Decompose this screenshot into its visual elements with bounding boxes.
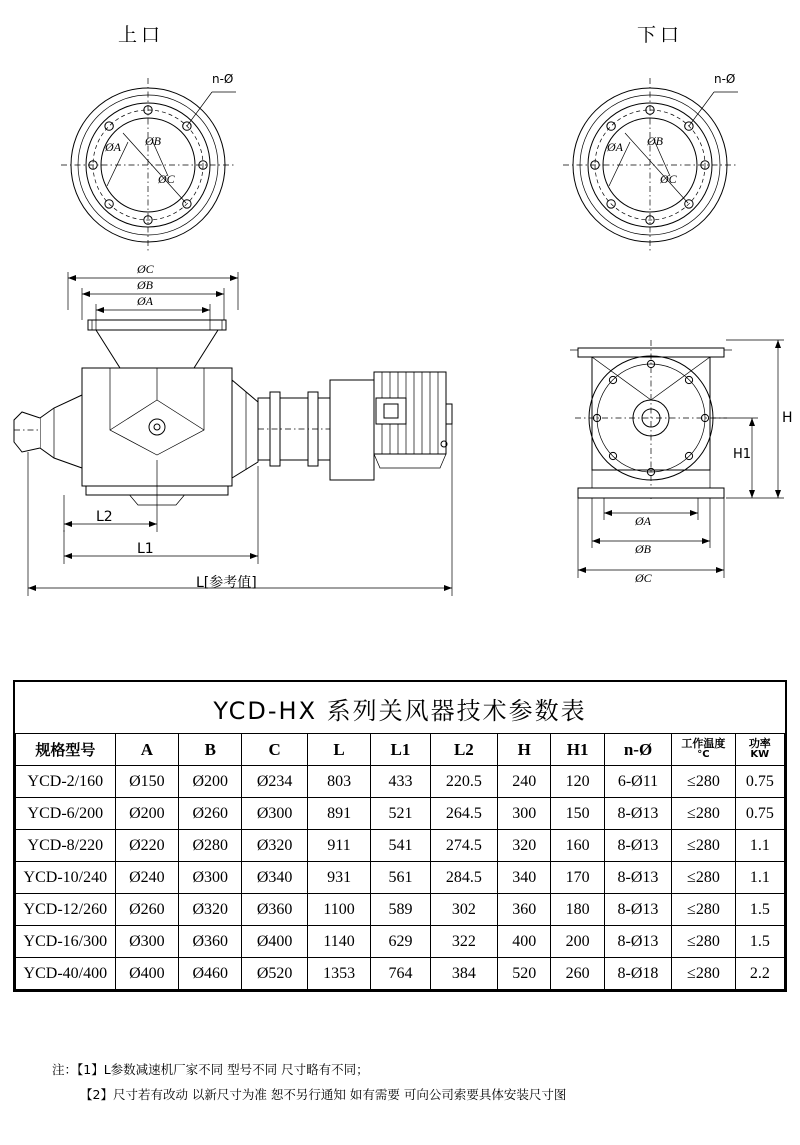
cell-h: 360 [498, 894, 551, 926]
side-dia-c-label: ØC [635, 571, 652, 585]
cell-h: 340 [498, 862, 551, 894]
lower-dia-c-label: ØC [660, 172, 677, 186]
cell-kw: 1.5 [735, 926, 784, 958]
table-row [16, 958, 785, 990]
table-header-row [16, 734, 785, 766]
header-temperature-text: 工作温度 [681, 737, 726, 751]
cell-l2: 220.5 [430, 766, 497, 798]
cell-b: Ø300 [179, 862, 242, 894]
cell-h1: 180 [551, 894, 604, 926]
cell-l: 891 [307, 798, 370, 830]
cell-b: Ø320 [179, 894, 242, 926]
front-dia-a-label: ØA [137, 294, 153, 308]
side-dim-h-label: H [782, 410, 793, 426]
lower-hole-label: n-Ø [714, 72, 736, 86]
cell-l2: 384 [430, 958, 497, 990]
parameter-table-box [13, 680, 787, 992]
header-nd: n-Ø [604, 734, 671, 766]
cell-nd: 8-Ø13 [604, 894, 671, 926]
front-dim-l1-label: L1 [137, 541, 154, 557]
header-h: H [498, 734, 551, 766]
header-l1: L1 [371, 734, 430, 766]
cell-c: Ø234 [242, 766, 307, 798]
table-row [16, 766, 785, 798]
cell-kw: 1.1 [735, 830, 784, 862]
cell-temp: ≤280 [672, 798, 735, 830]
cell-l1: 589 [371, 894, 430, 926]
upper-dia-a-label: ØA [105, 140, 121, 154]
cell-temp: ≤280 [672, 862, 735, 894]
cell-l: 803 [307, 766, 370, 798]
cell-model: YCD-10/240 [16, 862, 116, 894]
header-temperature [672, 734, 735, 766]
table-row [16, 894, 785, 926]
cell-kw: 1.1 [735, 862, 784, 894]
cell-l: 931 [307, 862, 370, 894]
cell-kw: 2.2 [735, 958, 784, 990]
cell-l2: 302 [430, 894, 497, 926]
cell-h1: 150 [551, 798, 604, 830]
upper-view-title: 上口 [118, 24, 165, 46]
table-row [16, 830, 785, 862]
front-dim-l-label: L[参考值] [196, 575, 257, 591]
cell-h: 320 [498, 830, 551, 862]
cell-h1: 200 [551, 926, 604, 958]
header-b: B [179, 734, 242, 766]
cell-h: 300 [498, 798, 551, 830]
header-power-unit: KW [750, 749, 770, 761]
cell-l: 1100 [307, 894, 370, 926]
cell-l1: 561 [371, 862, 430, 894]
cell-h: 400 [498, 926, 551, 958]
cell-nd: 8-Ø18 [604, 958, 671, 990]
cell-kw: 1.5 [735, 894, 784, 926]
cell-nd: 6-Ø11 [604, 766, 671, 798]
cell-a: Ø150 [115, 766, 178, 798]
lower-view-title: 下口 [637, 24, 684, 46]
lower-flange-view [563, 78, 738, 252]
cell-c: Ø320 [242, 830, 307, 862]
header-a: A [115, 734, 178, 766]
cell-b: Ø360 [179, 926, 242, 958]
note-line-2: 【2】尺寸若有改动 以新尺寸为准 恕不另行通知 如有需要 可向公司索要具体安装尺寸图 [80, 1087, 567, 1102]
table-row [16, 798, 785, 830]
parameter-table [15, 733, 785, 990]
header-c: C [242, 734, 307, 766]
table-row [16, 862, 785, 894]
header-power-text: 功率 [748, 737, 771, 751]
cell-nd: 8-Ø13 [604, 798, 671, 830]
cell-model: YCD-12/260 [16, 894, 116, 926]
cell-h1: 120 [551, 766, 604, 798]
cell-h: 520 [498, 958, 551, 990]
cell-h1: 160 [551, 830, 604, 862]
cell-nd: 8-Ø13 [604, 862, 671, 894]
cell-h1: 170 [551, 862, 604, 894]
cell-a: Ø300 [115, 926, 178, 958]
cell-temp: ≤280 [672, 830, 735, 862]
table-row [16, 926, 785, 958]
cell-a: Ø400 [115, 958, 178, 990]
cell-temp: ≤280 [672, 894, 735, 926]
cell-l2: 322 [430, 926, 497, 958]
cell-a: Ø200 [115, 798, 178, 830]
upper-hole-label: n-Ø [212, 72, 234, 86]
cell-model: YCD-16/300 [16, 926, 116, 958]
cell-model: YCD-8/220 [16, 830, 116, 862]
cell-a: Ø260 [115, 894, 178, 926]
upper-dia-b-label: ØB [145, 134, 161, 148]
side-dia-b-label: ØB [635, 542, 651, 556]
table-title: YCD-HX 系列关风器技术参数表 [213, 697, 587, 725]
lower-dia-a-label: ØA [607, 140, 623, 154]
header-model: 规格型号 [16, 734, 116, 766]
cell-l1: 629 [371, 926, 430, 958]
cell-nd: 8-Ø13 [604, 926, 671, 958]
cell-c: Ø400 [242, 926, 307, 958]
cell-temp: ≤280 [672, 766, 735, 798]
header-h1: H1 [551, 734, 604, 766]
cell-nd: 8-Ø13 [604, 830, 671, 862]
side-dia-a-label: ØA [635, 514, 651, 528]
note-line-1: 注：【1】L参数减速机厂家不同 型号不同 尺寸略有不同； [52, 1062, 369, 1077]
front-elevation-view [14, 272, 452, 596]
header-l: L [307, 734, 370, 766]
cell-b: Ø280 [179, 830, 242, 862]
cell-l2: 284.5 [430, 862, 497, 894]
side-elevation-view [570, 340, 784, 578]
cell-temp: ≤280 [672, 926, 735, 958]
front-dim-l2-label: L2 [96, 509, 113, 525]
cell-l: 911 [307, 830, 370, 862]
upper-dia-c-label: ØC [158, 172, 175, 186]
cell-h: 240 [498, 766, 551, 798]
cell-l: 1353 [307, 958, 370, 990]
cell-temp: ≤280 [672, 958, 735, 990]
front-dia-c-label: ØC [137, 262, 154, 276]
side-dim-h1-label: H1 [733, 447, 752, 462]
header-l2: L2 [430, 734, 497, 766]
header-power [735, 734, 784, 766]
cell-l1: 521 [371, 798, 430, 830]
cell-b: Ø200 [179, 766, 242, 798]
cell-h1: 260 [551, 958, 604, 990]
cell-b: Ø460 [179, 958, 242, 990]
cell-a: Ø220 [115, 830, 178, 862]
cell-l: 1140 [307, 926, 370, 958]
front-dia-b-label: ØB [137, 278, 153, 292]
cell-model: YCD-2/160 [16, 766, 116, 798]
header-temperature-unit: °C [697, 749, 710, 761]
cell-l2: 264.5 [430, 798, 497, 830]
cell-kw: 0.75 [735, 766, 784, 798]
cell-c: Ø360 [242, 894, 307, 926]
cell-l2: 274.5 [430, 830, 497, 862]
cell-l1: 433 [371, 766, 430, 798]
cell-b: Ø260 [179, 798, 242, 830]
upper-flange-view [61, 78, 236, 252]
cell-c: Ø520 [242, 958, 307, 990]
cell-c: Ø300 [242, 798, 307, 830]
cell-model: YCD-40/400 [16, 958, 116, 990]
cell-model: YCD-6/200 [16, 798, 116, 830]
cell-a: Ø240 [115, 862, 178, 894]
cell-c: Ø340 [242, 862, 307, 894]
cell-l1: 541 [371, 830, 430, 862]
cell-l1: 764 [371, 958, 430, 990]
lower-dia-b-label: ØB [647, 134, 663, 148]
cell-kw: 0.75 [735, 798, 784, 830]
